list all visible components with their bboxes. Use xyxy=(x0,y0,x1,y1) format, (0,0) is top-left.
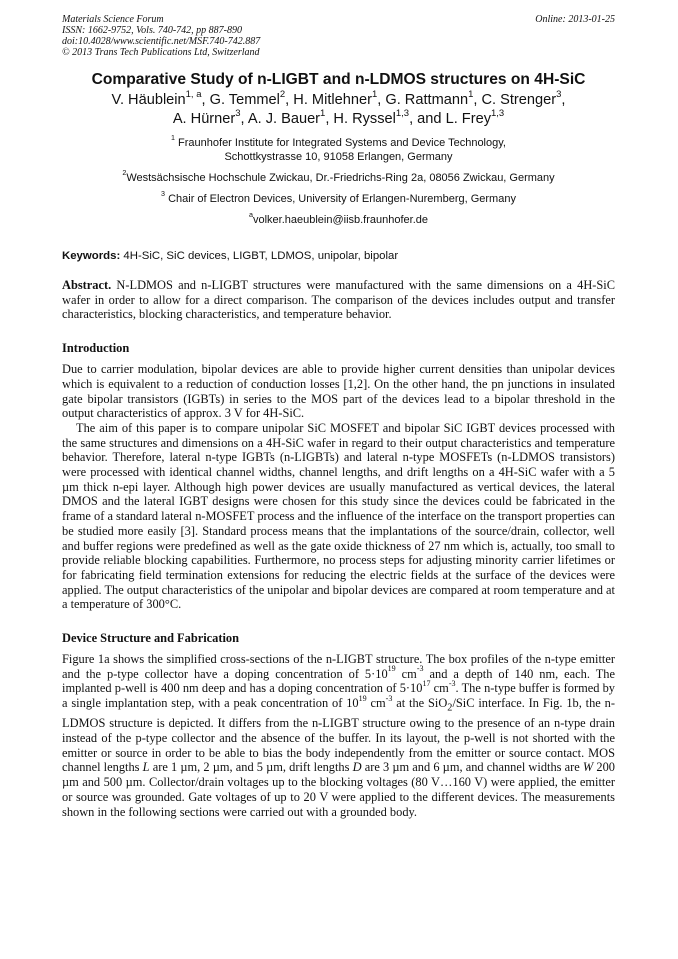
keywords-label: Keywords: xyxy=(62,250,121,262)
author-list xyxy=(62,88,615,129)
issn-line: ISSN: 1662-9752, Vols. 740-742, pp 887-890 xyxy=(62,25,242,36)
affiliation-2: $^2$Westsächsische Hochschule Zwickau, Dr.-Friedrichs-Ring 2a, 08056 Zwickau, Germany xyxy=(122,169,555,184)
keywords-text: 4H-SiC, SiC devices, LIGBT, LDMOS, unipolar, bipolar xyxy=(120,250,399,262)
doi-line: doi:10.4028/www.scientific.net/MSF.740-742.887 xyxy=(62,36,261,47)
paper-page xyxy=(62,14,615,819)
authors-line-1: V. Häublein$^{1, a}$, G. Temmel$^2$, H. Mitlehner$^1$, G. Rattmann$^1$, C. Strenger$^3$, xyxy=(111,88,566,108)
paper-title: Comparative Study of n-LIGBT and n-LDMOS structures on 4H-SiC xyxy=(91,71,586,88)
abstract-text: N-LDMOS and n-LIGBT structures were manufactured with the same dimensions on a 4H-SiC wafer in order to allow for a direct comparison. The comparison of the devices includes output and transfer characteristics, blocking characteristics, and temperature behavior. xyxy=(62,278,615,322)
affiliation-1-line-1: $^1$ Fraunhofer Institute for Integrated Systems and Device Technology, xyxy=(171,134,506,149)
journal-name: Materials Science Forum xyxy=(62,14,164,25)
section-heading-introduction: Introduction xyxy=(62,341,130,356)
authors-line-2: A. Hürner$^3$, A. J. Bauer$^1$, H. Ryssel$^{1,3}$, and L. Frey$^{1,3}$ xyxy=(172,107,505,127)
intro-paragraph-1: Due to carrier modulation, bipolar devices are able to provide higher current densities than unipolar devices which is equivalent to a reduction of conduction losses [1,2]. On the other hand, the pn junctions in insulated gate bipolar transistors (IGBTs) in series to the MOS part of the devices lead to a bipolar threshold in the output characteristics of approx. 3 V for 4H-SiC. xyxy=(62,362,615,421)
journal-header xyxy=(62,14,615,58)
copyright-line: © 2013 Trans Tech Publications Ltd, Switzerland xyxy=(62,47,260,58)
affiliation-1-line-2: Schottkystrasse 10, 91058 Erlangen, Germany xyxy=(224,151,453,163)
affiliation-1 xyxy=(62,136,615,164)
section-heading-device-structure: Device Structure and Fabrication xyxy=(62,631,240,646)
abstract xyxy=(62,278,615,322)
online-date: Online: 2013-01-25 xyxy=(535,14,615,25)
device-paragraph-1: Figure 1a shows the simplified cross-sections of the n-LIGBT structure. The box profiles of the n-type emitter and the p-type collector have a doping concentration of $5\cdot 10^{19}$ $cm^{-3}$ and a depth of 140 nm, each. The implanted p-well is 400 nm deep and has a doping concentration of $5\cdot 10^{17}$ $cm^{-3}$. The n-type buffer is formed by a single implantation step, with a peak concentration of $10^{19}$ $cm^{-3}$ at the SiO$_2$/SiC interface. In Fig. 1b, the n-LDMOS structure is depicted. It differs from the n-LIGBT structure owing to the presence of an n-type drain instead of the p-type collector and the absence of the buffer. In its layout, the p-well is not shorted with the emitter or source in order to be able to bias the body independently from the emitter or source contact. MOS channel lengths L are 1 µm, 2 µm, and 5 µm, drift lengths D are 3 µm and 6 µm, and channel widths are W 200 µm and 500 µm. Collector/drain voltages up to the blocking voltages (80 V…160 V) were applied, the emitter or source was grounded. Gate voltages of up to 20 V were applied to the different devices. The measurements shown in the following sections were carried out with a grounded body. xyxy=(62,652,615,819)
intro-paragraph-2: The aim of this paper is to compare unipolar SiC MOSFET and bipolar SiC IGBT devices processed with the same structures and dimensions on a 4H-SiC wafer in regard to their output characteristics and temperature behavior. Therefore, lateral n-type IGBTs (n-LIGBTs) and lateral n-type MOSFETs (n-LDMOS transistors) were processed with identical channel widths, channel lengths, and drift lengths on a 4H-SiC wafer with a 5 µm thick n-epi layer. Although high power devices are usually manufactured as vertical devices, the lateral DMOS and the lateral IGBT designs were chosen for this study since the devices could be fabricated in the frame of a standard lateral n-MOSFET process and the influence of the interface on the transport properties can be studied more easily [3]. Standard process means that the implantations of the source/drain, collector, well and buffer regions were predefined as well as the gate oxide thickness of 27 nm which is, actually, too small to provide reliable blocking capabilities. Furthermore, no process steps for adjusting minority carrier lifetimes or for fabricating field termination extensions for reducing the electric fields at the surface of the devices were applied. The output characteristics of the unipolar and bipolar devices are compared at room temperature and at a temperature of 300°C. xyxy=(62,420,615,612)
author-email: $^a$volker.haeublein@iisb.fraunhofer.de xyxy=(248,211,429,226)
keywords xyxy=(62,249,615,263)
abstract-label: Abstract. xyxy=(62,278,112,292)
affiliation-3: $^3$ Chair of Electron Devices, University of Erlangen-Nuremberg, Germany xyxy=(161,190,516,205)
